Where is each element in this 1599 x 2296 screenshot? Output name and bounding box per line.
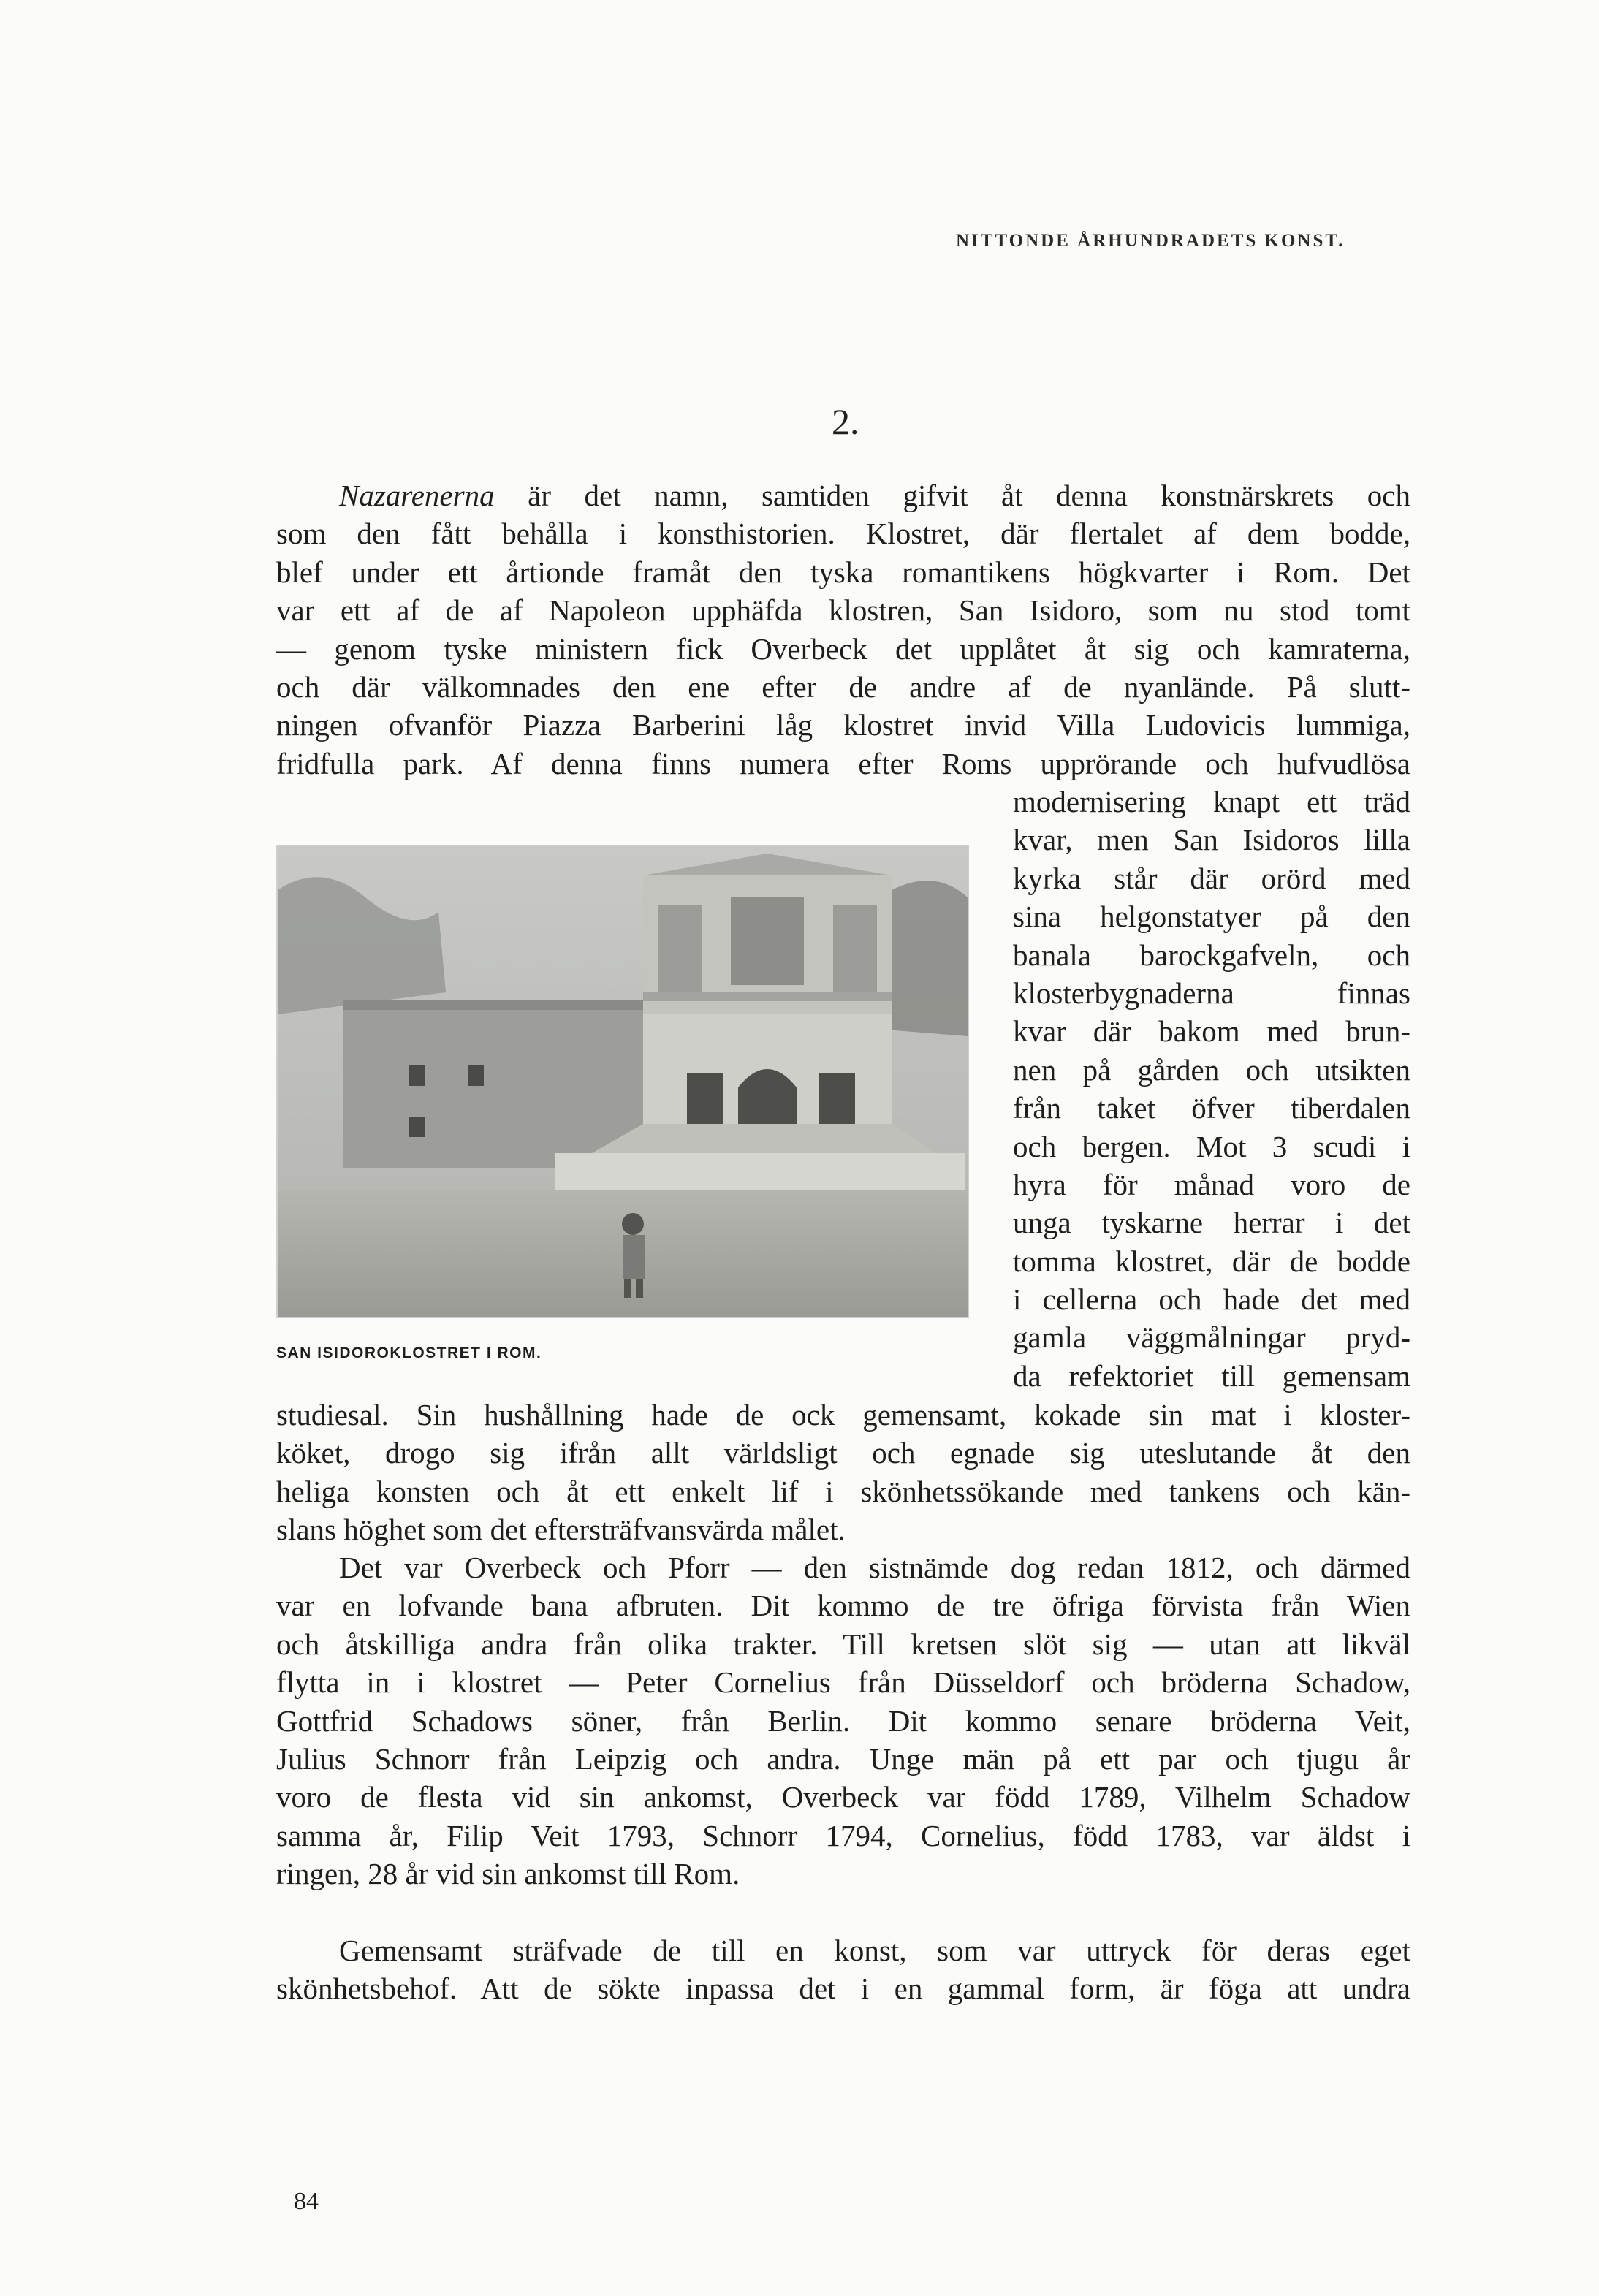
paragraph-members bbox=[276, 1548, 1410, 1893]
text-line: gamla väggmålningar pryd- bbox=[1013, 1320, 1410, 1355]
section-number: 2. bbox=[832, 401, 859, 442]
text-line: var en lofvande bana afbruten. Dit kommo de tre öfriga förvista från Wien bbox=[276, 1589, 1410, 1623]
paragraph-intro-continued bbox=[276, 1396, 1410, 1549]
text-line: var ett af de af Napoleon upphäfda klostren, San Isidoro, som nu stod tomt bbox=[276, 593, 1410, 628]
text-line: klosterbygnaderna finnas bbox=[1013, 976, 1410, 1010]
text-line bbox=[276, 476, 1410, 514]
text-line: voro de flesta vid sin ankomst, Overbeck var född 1789, Vilhelm Schadow bbox=[276, 1780, 1410, 1814]
text-line: da refektoriet till gemensam bbox=[1013, 1358, 1410, 1393]
text-line: skönhetsbehof. Att de sökte inpassa det i en gammal form, är föga att undra bbox=[276, 1972, 1410, 2006]
text-line: kyrka står där orörd med bbox=[1013, 861, 1410, 895]
text-line: — genom tyske ministern fick Overbeck det upplåtet åt sig och kamraterna, bbox=[276, 631, 1410, 666]
running-header: NITTONDE ÅRHUNDRADETS KONST. bbox=[956, 231, 1345, 251]
text-line: från taket öfver tiberdalen bbox=[1013, 1091, 1410, 1125]
text-line: och bergen. Mot 3 scudi i bbox=[1013, 1129, 1410, 1163]
paragraph-intro bbox=[276, 476, 1410, 783]
text-line: slans höghet som det eftersträfvansvärda målet. bbox=[276, 1513, 846, 1547]
photo-san-isidoro-monastery bbox=[276, 845, 969, 1318]
text-line: fridfulla park. Af denna finns numera efter Roms upprörande och hufvudlösa bbox=[276, 746, 1410, 780]
text-line: ningen ofvanför Piazza Barberini låg klostret invid Villa Ludovicis lummiga, bbox=[276, 708, 1410, 742]
text-run: är det namn, samtiden gifvit åt denna konstnärskrets och bbox=[494, 479, 1410, 512]
text-line: och där välkomnades den ene efter de andre af de nyanlände. På slutt- bbox=[276, 669, 1410, 704]
italic-term: Nazarenerna bbox=[339, 479, 495, 512]
text-line: nen på gården och utsikten bbox=[1013, 1052, 1410, 1087]
text-line: Gottfrid Schadows söner, från Berlin. Dit kommo senare bröderna Veit, bbox=[276, 1703, 1410, 1738]
text-line: och åtskilliga andra från olika trakter. Till kretsen slöt sig — utan att likväl bbox=[276, 1627, 1410, 1661]
paragraph-wrap-column bbox=[1013, 783, 1410, 1395]
text-line: tomma klostret, där de bodde bbox=[1013, 1244, 1410, 1278]
text-line: Julius Schnorr från Leipzig och andra. Unge män på ett par och tjugu år bbox=[276, 1741, 1410, 1776]
page-number: 84 bbox=[294, 2188, 319, 2215]
text-line: Det var Overbeck och Pforr — den sistnämde dog redan 1812, och därmed bbox=[339, 1551, 1410, 1584]
text-line: studiesal. Sin hushållning hade de ock gemensamt, kokade sin mat i kloster- bbox=[276, 1398, 1410, 1432]
text-line: i cellerna och hade det med bbox=[1013, 1282, 1410, 1317]
text-line: Gemensamt sträfvade de till en konst, som var uttryck för deras eget bbox=[339, 1934, 1410, 1967]
text-line: sina helgonstatyer på den bbox=[1013, 900, 1410, 934]
monastery-illustration bbox=[278, 846, 968, 1317]
text-line: som den fått behålla i konsthistorien. Klostret, där flertalet af dem bodde, bbox=[276, 517, 1410, 551]
text-line: flytta in i klostret — Peter Cornelius från Düsseldorf och bröderna Schadow, bbox=[276, 1665, 1410, 1700]
text-line: kvar där bakom med brun- bbox=[1013, 1014, 1410, 1049]
text-line: ringen, 28 år vid sin ankomst till Rom. bbox=[276, 1857, 740, 1891]
text-line: blef under ett årtionde framåt den tyska romantikens högkvarter i Rom. Det bbox=[276, 555, 1410, 589]
text-line: hyra för månad voro de bbox=[1013, 1167, 1410, 1201]
text-line: samma år, Filip Veit 1793, Schnorr 1794, Cornelius, född 1783, var äldst i bbox=[276, 1818, 1410, 1852]
text-line: heliga konsten och åt ett enkelt lif i skönhetssökande med tankens och kän- bbox=[276, 1474, 1410, 1508]
text-line: kvar, men San Isidoros lilla bbox=[1013, 823, 1410, 857]
text-line: unga tyskarne herrar i det bbox=[1013, 1206, 1410, 1240]
text-line: köket, drogo sig ifrån allt världsligt och egnade sig uteslutande åt den bbox=[276, 1436, 1410, 1470]
paragraph-art bbox=[276, 1931, 1410, 2008]
text-line: modernisering knapt ett träd bbox=[1013, 785, 1410, 818]
text-line: banala barockgafveln, och bbox=[1013, 938, 1410, 972]
figure-caption: SAN ISIDOROKLOSTRET I ROM. bbox=[276, 1345, 542, 1361]
